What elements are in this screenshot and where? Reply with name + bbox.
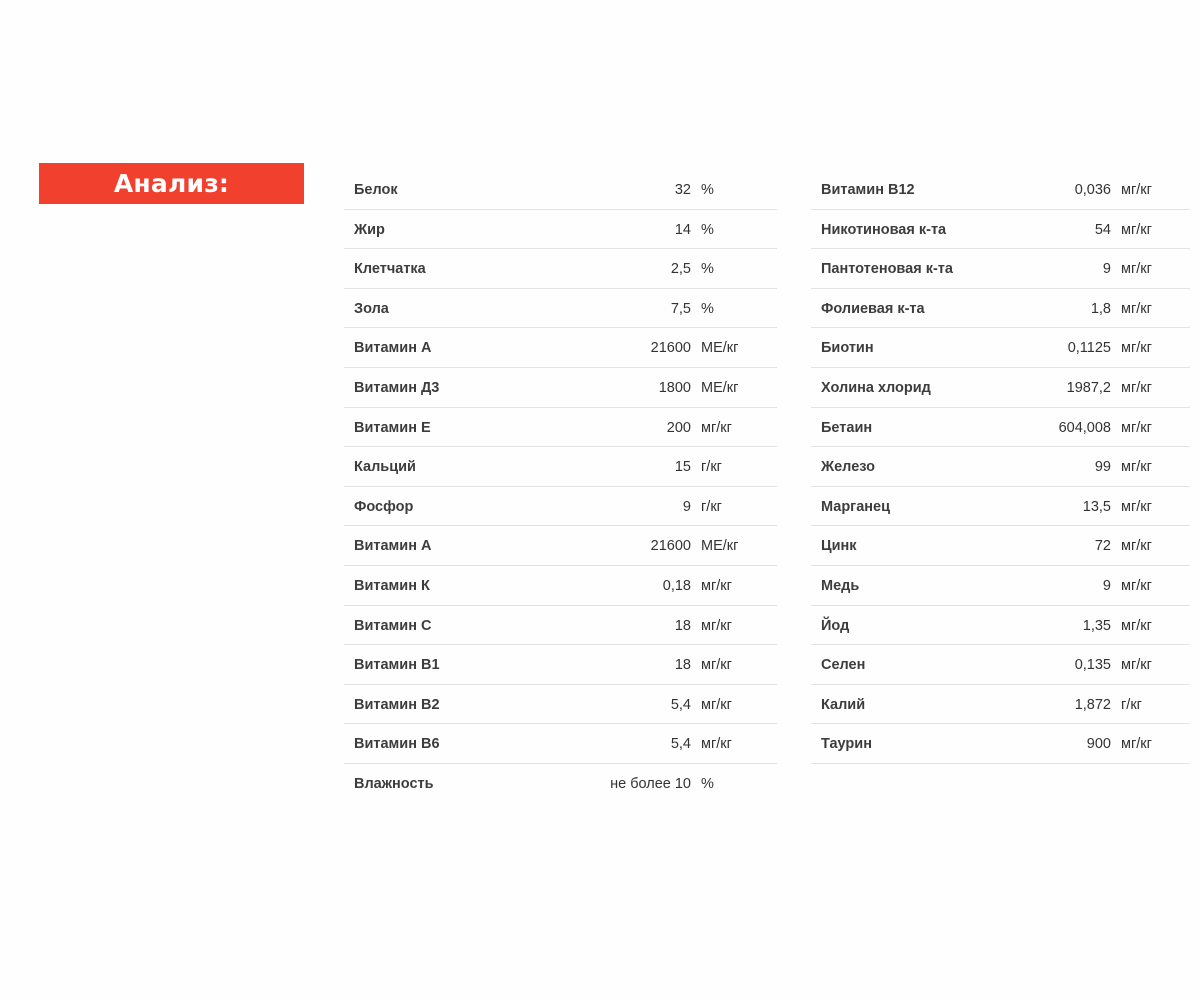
nutrient-value: 200	[666, 419, 691, 436]
nutrient-value: 0,036	[1074, 182, 1111, 198]
nutrient-name: Селен	[821, 657, 866, 674]
nutrient-unit: МЕ/кг	[701, 340, 739, 357]
nutrient-value: 72	[1094, 538, 1111, 555]
table-row	[811, 368, 1190, 408]
nutrient-value: не более 10	[610, 775, 691, 792]
nutrient-unit: %	[701, 261, 714, 278]
table-row	[344, 210, 777, 250]
nutrient-unit: мг/кг	[1121, 221, 1152, 238]
nutrient-name: Витамин А	[354, 538, 432, 555]
nutrient-value: 1987,2	[1066, 379, 1111, 396]
nutrient-unit: мг/кг	[1121, 182, 1152, 198]
nutrient-value: 32	[674, 182, 691, 198]
nutrient-value: 18	[674, 657, 691, 674]
nutrient-name: Витамин К	[354, 577, 430, 594]
nutrient-name: Железо	[821, 459, 875, 476]
nutrient-value: 1800	[658, 379, 691, 396]
nutrient-name: Витамин В12	[821, 182, 915, 198]
table-row	[344, 289, 777, 329]
nutrient-value: 99	[1094, 459, 1111, 476]
table-row	[344, 368, 777, 408]
nutrient-value: 1,872	[1074, 696, 1111, 713]
nutrient-value: 900	[1086, 736, 1111, 753]
nutrient-unit: г/кг	[701, 498, 722, 515]
table-row	[344, 328, 777, 368]
nutrient-value: 9	[1102, 577, 1111, 594]
analysis-heading: Анализ:	[39, 163, 304, 204]
nutrient-value: 5,4	[670, 736, 691, 753]
nutrient-name: Витамин Е	[354, 419, 431, 436]
nutrient-value: 18	[674, 617, 691, 634]
nutrient-value: 604,008	[1058, 419, 1111, 436]
table-row	[811, 249, 1190, 289]
nutrient-unit: мг/кг	[1121, 498, 1152, 515]
nutrient-unit: мг/кг	[1121, 736, 1152, 753]
table-row	[811, 685, 1190, 725]
nutrient-unit: мг/кг	[1121, 538, 1152, 555]
table-row	[811, 408, 1190, 448]
nutrient-name: Витамин В1	[354, 657, 440, 674]
nutrient-unit: мг/кг	[1121, 657, 1152, 674]
nutrient-unit: мг/кг	[1121, 379, 1152, 396]
nutrient-value: 2,5	[670, 261, 691, 278]
nutrient-name: Витамин В2	[354, 696, 440, 713]
nutrient-unit: мг/кг	[701, 419, 732, 436]
nutrient-unit: мг/кг	[701, 577, 732, 594]
nutrient-name: Йод	[821, 617, 850, 634]
table-row	[344, 487, 777, 527]
nutrient-value: 21600	[650, 538, 691, 555]
nutrient-unit: г/кг	[1121, 696, 1142, 713]
table-row	[811, 606, 1190, 646]
table-row	[344, 526, 777, 566]
nutrient-unit: мг/кг	[701, 696, 732, 713]
nutrient-name: Калий	[821, 696, 866, 713]
nutrient-unit: мг/кг	[1121, 617, 1152, 634]
nutrient-name: Биотин	[821, 340, 874, 357]
nutrient-name: Кальций	[354, 459, 416, 476]
nutrient-name: Пантотеновая к-та	[821, 261, 953, 278]
table-row	[811, 210, 1190, 250]
table-row	[344, 566, 777, 606]
table-row	[811, 328, 1190, 368]
table-row	[811, 447, 1190, 487]
nutrient-value: 0,1125	[1067, 340, 1111, 357]
nutrient-name: Белок	[354, 182, 398, 198]
nutrient-unit: мг/кг	[1121, 419, 1152, 436]
table-row	[344, 724, 777, 764]
nutrient-unit: %	[701, 221, 714, 238]
table-row	[344, 408, 777, 448]
nutrient-value: 0,135	[1074, 657, 1111, 674]
nutrient-name: Зола	[354, 300, 389, 317]
nutrient-value: 21600	[650, 340, 691, 357]
nutrient-value: 13,5	[1082, 498, 1111, 515]
nutrient-name: Бетаин	[821, 419, 873, 436]
nutrient-name: Таурин	[821, 736, 872, 753]
table-row	[344, 170, 777, 210]
nutrient-value: 15	[674, 459, 691, 476]
table-row	[811, 566, 1190, 606]
table-row	[811, 724, 1190, 764]
nutrient-name: Фолиевая к-та	[821, 300, 925, 317]
analysis-table-left	[344, 170, 777, 804]
analysis-table-right	[811, 170, 1190, 764]
table-row	[344, 764, 777, 804]
nutrient-name: Никотиновая к-та	[821, 221, 947, 238]
nutrient-name: Витамин В6	[354, 736, 440, 753]
nutrient-unit: мг/кг	[1121, 300, 1152, 317]
table-row	[344, 645, 777, 685]
nutrient-value: 9	[682, 498, 691, 515]
nutrient-unit: %	[701, 182, 714, 198]
table-row	[811, 487, 1190, 527]
nutrient-name: Холина хлорид	[821, 379, 931, 396]
nutrient-value: 1,35	[1082, 617, 1111, 634]
nutrient-unit: %	[701, 775, 714, 792]
nutrient-name: Медь	[821, 577, 860, 594]
table-row	[811, 645, 1190, 685]
table-row	[811, 526, 1190, 566]
nutrient-value: 1,8	[1090, 300, 1111, 317]
table-row	[811, 289, 1190, 329]
nutrient-unit: мг/кг	[701, 617, 732, 634]
nutrient-name: Жир	[354, 221, 385, 238]
nutrient-name: Цинк	[821, 538, 857, 555]
nutrient-name: Витамин Д3	[354, 379, 440, 396]
nutrient-name: Фосфор	[354, 498, 414, 515]
nutrient-value: 0,18	[662, 577, 691, 594]
nutrient-value: 5,4	[670, 696, 691, 713]
table-row	[811, 170, 1190, 210]
nutrient-unit: мг/кг	[701, 736, 732, 753]
nutrient-unit: мг/кг	[1121, 261, 1152, 278]
table-row	[344, 249, 777, 289]
nutrient-unit: %	[701, 300, 714, 317]
nutrient-value: 7,5	[670, 300, 691, 317]
nutrient-value: 14	[674, 221, 691, 238]
nutrient-unit: мг/кг	[701, 657, 732, 674]
nutrient-name: Витамин С	[354, 617, 432, 634]
nutrient-unit: МЕ/кг	[701, 538, 739, 555]
table-row	[344, 606, 777, 646]
nutrient-value: 54	[1094, 221, 1111, 238]
nutrient-unit: мг/кг	[1121, 340, 1152, 357]
nutrient-value: 9	[1102, 261, 1111, 278]
nutrient-unit: МЕ/кг	[701, 379, 739, 396]
nutrient-unit: мг/кг	[1121, 577, 1152, 594]
nutrient-name: Марганец	[821, 498, 891, 515]
table-row	[344, 685, 777, 725]
nutrient-unit: мг/кг	[1121, 459, 1152, 476]
table-row	[344, 447, 777, 487]
nutrient-unit: г/кг	[701, 459, 722, 476]
nutrient-name: Влажность	[354, 775, 434, 792]
nutrient-name: Клетчатка	[354, 261, 426, 278]
nutrient-name: Витамин А	[354, 340, 432, 357]
